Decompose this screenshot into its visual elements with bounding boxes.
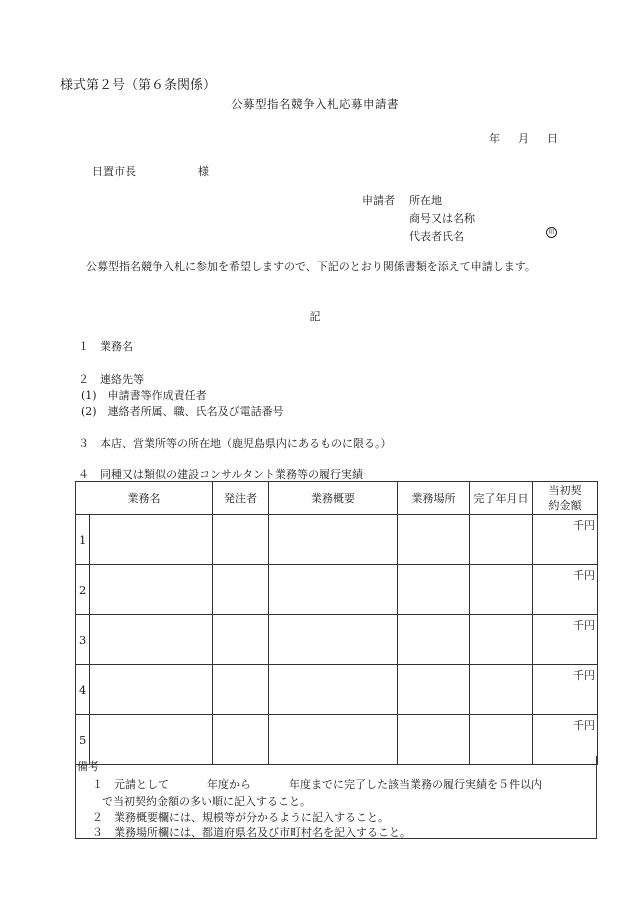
addressee-honorific: 様	[198, 165, 209, 178]
date-year: 年	[489, 132, 500, 145]
cell-location	[398, 615, 470, 665]
header-overview: 業務概要	[269, 482, 398, 515]
cell-amount-unit: 千円	[533, 715, 598, 765]
header-amount-line1: 当初契	[548, 484, 582, 497]
address-label: 所在地	[409, 194, 442, 207]
row-number: 1	[76, 515, 90, 565]
ki-heading: 記	[309, 310, 321, 323]
intro-paragraph: 公募型指名競争入札に参加を希望しますので、下記のとおり関係書類を添えて申請します。	[86, 260, 536, 273]
date-day: 日	[547, 132, 558, 145]
cell-location	[398, 665, 470, 715]
remarks-note1-cont: で当初契約金額の多い順に記入すること。	[102, 795, 311, 808]
cell-client	[213, 515, 269, 565]
cell-location	[398, 515, 470, 565]
applicant-fields	[409, 192, 475, 246]
cell-business-name	[90, 565, 213, 615]
header-completion-date: 完了年月日	[470, 482, 533, 515]
remarks-note2: ２ 業務概要欄には、規模等が分かるように記入すること。	[92, 811, 389, 824]
table-row	[76, 615, 598, 665]
note1-part-a: １ 元請として	[92, 778, 169, 791]
cell-overview	[269, 665, 398, 715]
remarks-heading: 備考	[77, 760, 99, 773]
cell-client	[213, 565, 269, 615]
applicant-label: 申請者	[362, 194, 395, 207]
item-contact: ２ 連絡先等	[78, 373, 144, 386]
row-number: 3	[76, 615, 90, 665]
row-number: 4	[76, 665, 90, 715]
item-contact-sub1: (1) 申請書等作成責任者	[81, 389, 207, 402]
cell-business-name	[90, 615, 213, 665]
cell-amount-unit: 千円	[533, 665, 598, 715]
header-client: 発注者	[213, 482, 269, 515]
date-month: 月	[518, 132, 529, 145]
addressee-name: 日置市長	[92, 165, 136, 178]
cell-overview	[269, 515, 398, 565]
item-office-location: ３ 本店、営業所等の所在地（鹿児島県内にあるものに限る。）	[78, 437, 392, 450]
note1-part-c: 年度までに完了した該当業務の履行実績を５件以内	[289, 778, 542, 791]
document-title: 公募型指名競争入札応募申請書	[231, 97, 399, 111]
cell-location	[398, 565, 470, 615]
cell-amount-unit: 千円	[533, 565, 598, 615]
header-location: 業務場所	[398, 482, 470, 515]
cell-business-name	[90, 515, 213, 565]
table-row	[76, 515, 598, 565]
cell-amount-unit: 千円	[533, 515, 598, 565]
cell-completion-date	[470, 565, 533, 615]
table-header-row	[76, 482, 598, 515]
cell-overview	[269, 565, 398, 615]
cell-client	[213, 615, 269, 665]
trade-name-label: 商号又は名称	[409, 212, 475, 225]
table-row	[76, 565, 598, 615]
addressee	[92, 163, 209, 179]
date-line	[471, 130, 558, 146]
form-number: 様式第２号（第６条関係）	[60, 78, 217, 93]
remarks-note3: ３ 業務場所欄には、都道府県名及び市町村名を記入すること。	[92, 826, 411, 839]
row-number: 2	[76, 565, 90, 615]
row-number: 5	[76, 715, 90, 765]
seal-mark: 印	[546, 227, 557, 238]
track-record-table	[75, 481, 598, 765]
note1-part-b: 年度から	[207, 778, 251, 791]
cell-completion-date	[470, 665, 533, 715]
cell-completion-date	[470, 515, 533, 565]
remarks-box	[75, 756, 597, 839]
cell-overview	[269, 615, 398, 665]
item-track-record: ４ 同種又は類似の建設コンサルタント業務等の履行実績	[78, 468, 364, 481]
cell-client	[213, 665, 269, 715]
item-business-name: １ 業務名	[78, 340, 133, 353]
cell-amount-unit: 千円	[533, 615, 598, 665]
representative-label: 代表者氏名	[409, 230, 464, 243]
header-business-name: 業務名	[76, 482, 213, 515]
cell-business-name	[90, 665, 213, 715]
header-initial-amount	[533, 482, 598, 515]
cell-completion-date	[470, 615, 533, 665]
table-row	[76, 665, 598, 715]
header-amount-line2: 約金額	[548, 499, 582, 512]
item-contact-sub2: (2) 連絡者所属、職、氏名及び電話番号	[81, 405, 284, 418]
remarks-note1	[92, 776, 542, 792]
